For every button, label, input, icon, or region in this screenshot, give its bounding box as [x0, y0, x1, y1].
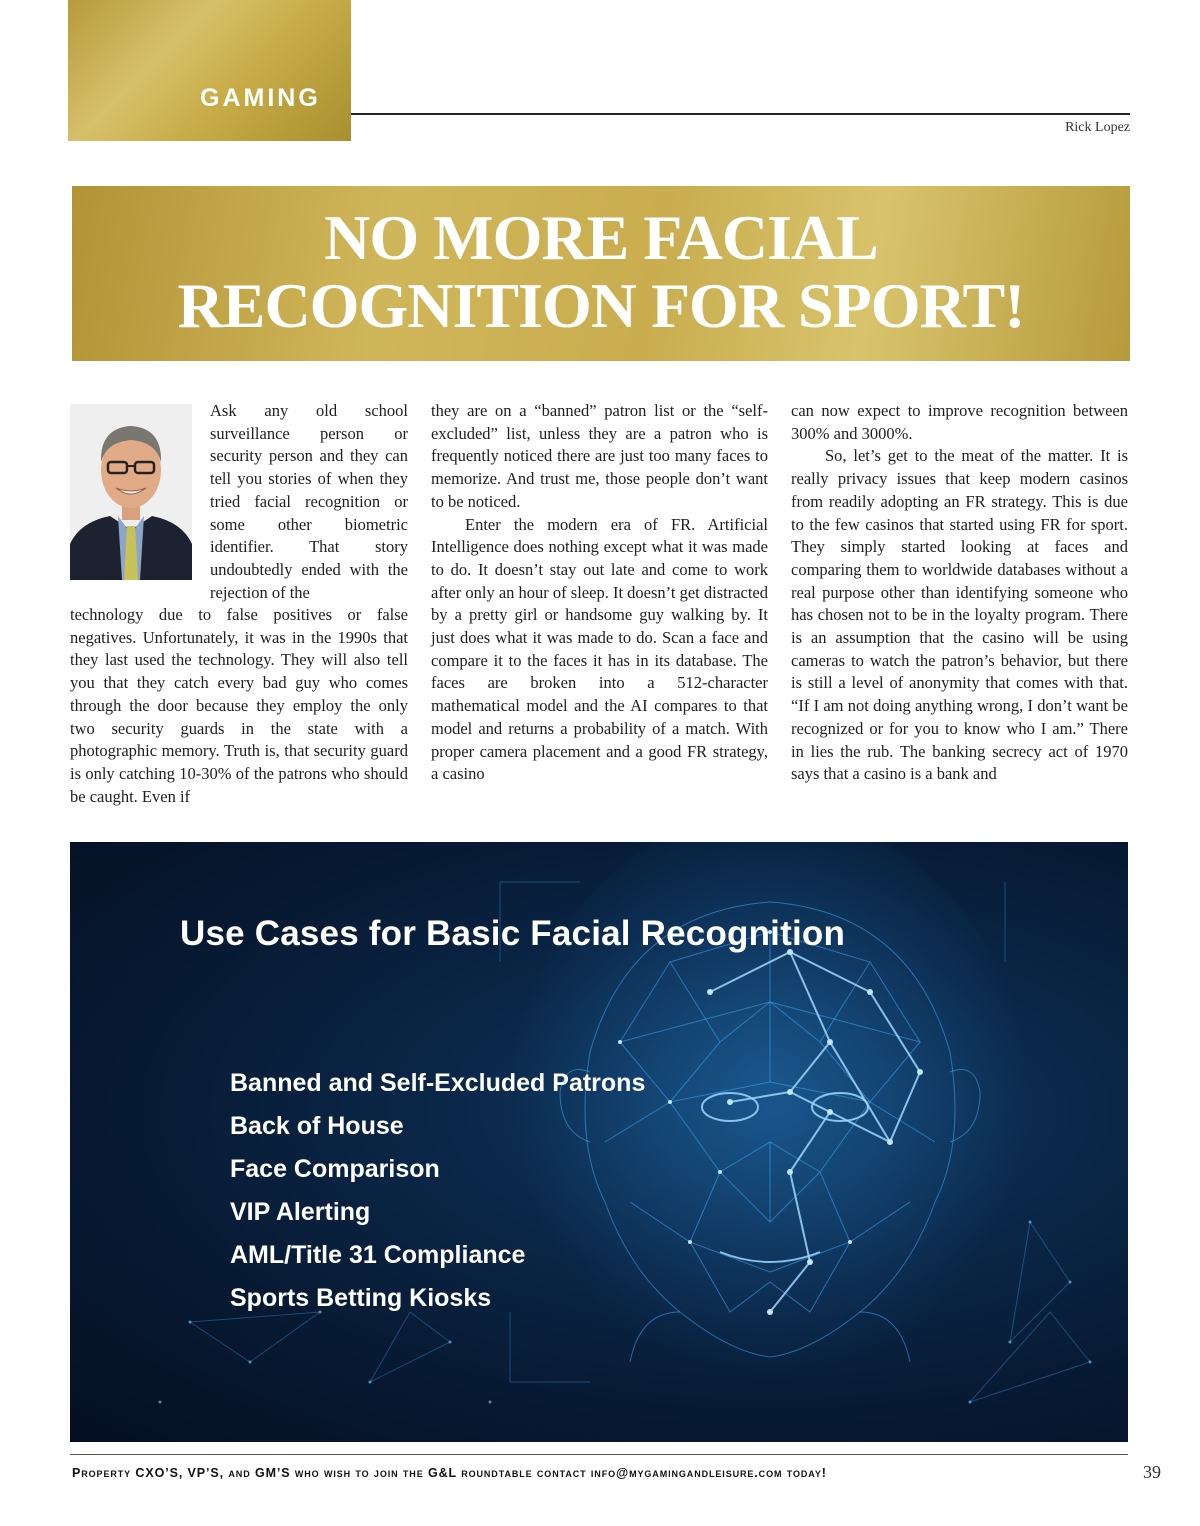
header-rule — [351, 113, 1130, 115]
author-photo — [70, 404, 192, 580]
article-col2-p2: Enter the modern era of FR. Artificial Intelligence does nothing except what it was made to do. It doesn’t stay out late and come to work after only an hour of sleep. It doesn’t get distracted by a pretty girl or handsome guy walking by. It just does what it was made to do. Scan a face and compare it to the faces it has in its database. The faces are broken into a 512-character mathematical model and the AI compares to that model and returns a probability of a match. With proper camera placement and a good FR strategy, a casino — [431, 514, 768, 784]
footer-rule — [70, 1454, 1128, 1455]
use-case-item: Face Comparison — [230, 1155, 440, 1183]
use-case-item: VIP Alerting — [230, 1198, 371, 1226]
footer-callout: Property CXO’S, VP’S, and GM’S who wish to join the G&L roundtable contact info@mygamingandleisure.com today! — [72, 1466, 827, 1480]
article-col3 — [791, 400, 1128, 786]
article-title-line-2: RECOGNITION FOR SPORT! — [177, 270, 1025, 341]
section-label: GAMING — [200, 84, 321, 112]
use-case-list — [230, 1062, 645, 1320]
use-case-item: AML/Title 31 Compliance — [230, 1241, 526, 1269]
article-col2 — [431, 400, 768, 786]
article-col2-p1: they are on a “banned” patron list or the “self-excluded” list, unless they are a patron who is frequently noticed there are just too many faces to memorize. And trust me, those people don’t want to be noticed. — [431, 401, 768, 511]
author-name: Rick Lopez — [1065, 120, 1130, 135]
use-cases-infographic — [70, 842, 1128, 1442]
use-case-item: Back of House — [230, 1112, 404, 1140]
title-banner — [72, 186, 1130, 361]
use-case-item: Banned and Self-Excluded Patrons — [230, 1069, 646, 1097]
page-number: 39 — [1143, 1462, 1161, 1482]
article-title-line-1: NO MORE FACIAL — [324, 202, 878, 273]
section-banner — [68, 0, 351, 141]
article-col1-wrap: Ask any old school surveillance person or security person and they can tell you stories of when they tried facial recognition or some other biometric identifier. That story undoubtedly ended with the rejection of the — [210, 401, 408, 602]
infographic-title: Use Cases for Basic Facial Recognition — [180, 914, 846, 953]
article-col3-p2: So, let’s get to the meat of the matter. It is really privacy issues that keep modern casinos from readily adopting an FR strategy. This is due to the few casinos that started using FR for sport. They simply started looking at faces and comparing them to worldwide databases without a real purpose other than identifying someone who has chosen not to be in the loyalty program. There is an assumption that the casino will be using cameras to watch the patron’s behavior, but there is still a level of anonymity that comes with that. “If I am not doing anything wrong, I don’t want be recognized or for you to know who I am.” There in lies the rub. The banking secrecy act of 1970 says that a casino is a bank and — [791, 446, 1128, 784]
article-col1-continued: technology due to false positives or false negatives. Unfortunately, it was in the 1990s that they last used the technology. They will also tell you that they catch every bad guy who comes through the door because they employ the only two security guards in the state with a photographic memory. Truth is, that security guard is only catching 10-30% of the patrons who should be caught. Even if — [70, 605, 408, 806]
use-case-item: Sports Betting Kiosks — [230, 1284, 492, 1312]
article-col3-p1: can now expect to improve recognition between 300% and 3000%. — [791, 401, 1128, 443]
author-portrait-icon — [70, 404, 192, 580]
